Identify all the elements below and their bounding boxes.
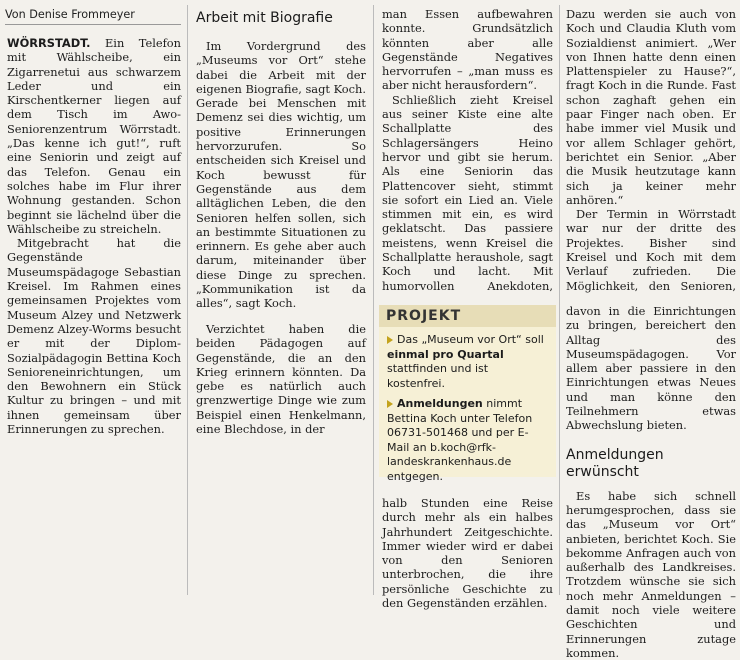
paragraph: Es habe sich schnell herumgesprochen, dass sie das „Museum vor Ort“ anbieten, berichtet Koch. Sie bekomme Anfragen auch von außerhalb des Landkreises. Trotzdem wünsche sie sich noch mehr Anmeldungen – damit noch viele weitere Geschichten und Erinnerungen zutage kommen. [566,488,736,660]
column-2-lower [196,322,366,436]
subheading-biografie: Arbeit mit Biografie [196,10,333,26]
box-bold-text: Anmeldungen [397,397,483,410]
project-info-box [379,305,556,483]
box-item-schedule [379,327,556,391]
paragraph: Dazu werden sie auch von Koch und Claudia Kluth vom Sozialdienst animiert. „Wer von Ihnen hatte denn einen Plattenspieler zu Hause?“, fragt Koch in die Runde. Fast schon zaghaft gehen ein paar Finger nach oben. Er habe immer viel Musik und vor allem Schlager gehört, berichtet ein Senior. „Aber die Musik heutzutage kann sich ja keiner mehr anhören.“ [566,7,736,207]
column-divider [187,5,188,595]
paragraph: man Essen aufbewahren konnte. Grundsätzlich könnten aber alle Gegenstände Negatives hervorrufen – „man muss es aber nicht herausfordern“. [382,7,553,93]
paragraph: Schließlich zieht Kreisel aus seiner Kiste eine alte Schallplatte des Schlagersängers Heino hervor und gibt sie herum. Als eine Seniorin das Plattencover sieht, stimmt sie sofort ein Lied an. Viele stimmen mit ein, es wird geklatscht. Das passiere meistens, wenn Kreisel die Schallplatte heraushole, sagt Koch und lacht. Mit humorvollen Anekdoten, [382,92,553,293]
box-title: PROJEKT [379,305,556,327]
paragraph: davon in die Einrichtungen zu bringen, bereichert den Alltag des Museumspädagogen. Vor allem aber passiere in den Einrichtungen etwas Neues und man könne den Teilnehmern etwas Abwechslung bieten. [566,304,736,433]
column-2 [196,10,366,311]
paragraph: Der Termin in Wörrstadt war nur der dritte des Projektes. Bisher sind Kreisel und Koch mit dem Verlauf zufrieden. Die Möglichkeit, den Senioren, [566,207,736,293]
column-4-lower [566,304,736,660]
byline: Von Denise Frommeyer [5,8,181,25]
box-bold-text: einmal pro Quartal [387,347,504,361]
box-text: Das „Museum vor Ort“ soll [397,333,544,346]
box-text: stattfinden und ist kostenfrei. [387,362,489,390]
paragraph: Im Vordergrund des „Museums vor Ort“ stehe dabei die Arbeit mit der eigenen Biografie, sagt Koch. Gerade bei Menschen mit Demenz sei dies wichtig, um positive Erinnerungen hervorzurufen. So entscheiden sich Kreisel und Koch bewusst für Gegenstände aus dem alltäglichen Leben, die den Senioren helfen sollen, sich an bestimmte Situationen zu erinnern. Es gehe aber auch darum, miteinander über diese Dinge zu sprechen. „Kommunikation ist da alles“, sagt Koch. [196,39,366,311]
triangle-bullet-icon [387,400,393,408]
lead-text: Ein Telefon mit Wählscheibe, ein Zigarrenetui aus schwarzem Leder und ein Kirschentkerner liegen auf dem Tisch im Awo-Seniorenzentrum Wörrstadt. „Das kenne ich gut!“, ruft eine Seniorin und zeigt auf das Telefon. Genau ein solches habe im Flur ihrer Wohnung gestanden. Schon beginnt sie lächelnd über die Wählscheibe zu streicheln. [7,36,181,236]
subheading-anmeldungen: Anmeldungen erwünscht [566,446,664,480]
column-4 [566,7,736,293]
column-1 [7,36,181,436]
lead-paragraph [7,36,181,236]
triangle-bullet-icon [387,336,393,344]
box-text: nimmt Bettina Koch unter Telefon 06731-501468 und per E-Mail an b.koch@rfk-landeskrankenhaus.de entgegen. [387,397,533,483]
dateline: WÖRRSTADT. [7,36,91,50]
paragraph: Mitgebracht hat die Gegenstände Museumspädagoge Sebastian Kreisel. Im Rahmen eines gemeinsamen Projektes vom Museum Alzey und Netzwerk Demenz Alzey-Worms besucht er mit der Diplom-Sozialpädagogin Bettina Koch Senioreneinrichtungen, um den Bewohnern ein Stück Kultur zu bringen – und mit ihnen gemeinsam über Erinnerungen zu sprechen. [7,236,181,437]
column-3 [382,7,553,293]
column-divider [373,5,374,595]
column-divider [559,5,560,595]
paragraph: Verzichtet haben die beiden Pädagogen auf Gegenstände, die an den Krieg erinnern könnten. Da gebe es natürlich auch grenzwertige Dinge wie zum Beispiel einen Henkelmann, eine Blechdose, in der [196,322,366,437]
box-item-registration [379,391,556,484]
column-3-lower [382,496,553,610]
paragraph: halb Stunden eine Reise durch mehr als ein halbes Jahrhundert Zeitgeschichte. Immer wieder wird er dabei von den Senioren unterbrochen, die ihre persönliche Geschichte zu den Gegenständen erzählen. [382,496,553,611]
